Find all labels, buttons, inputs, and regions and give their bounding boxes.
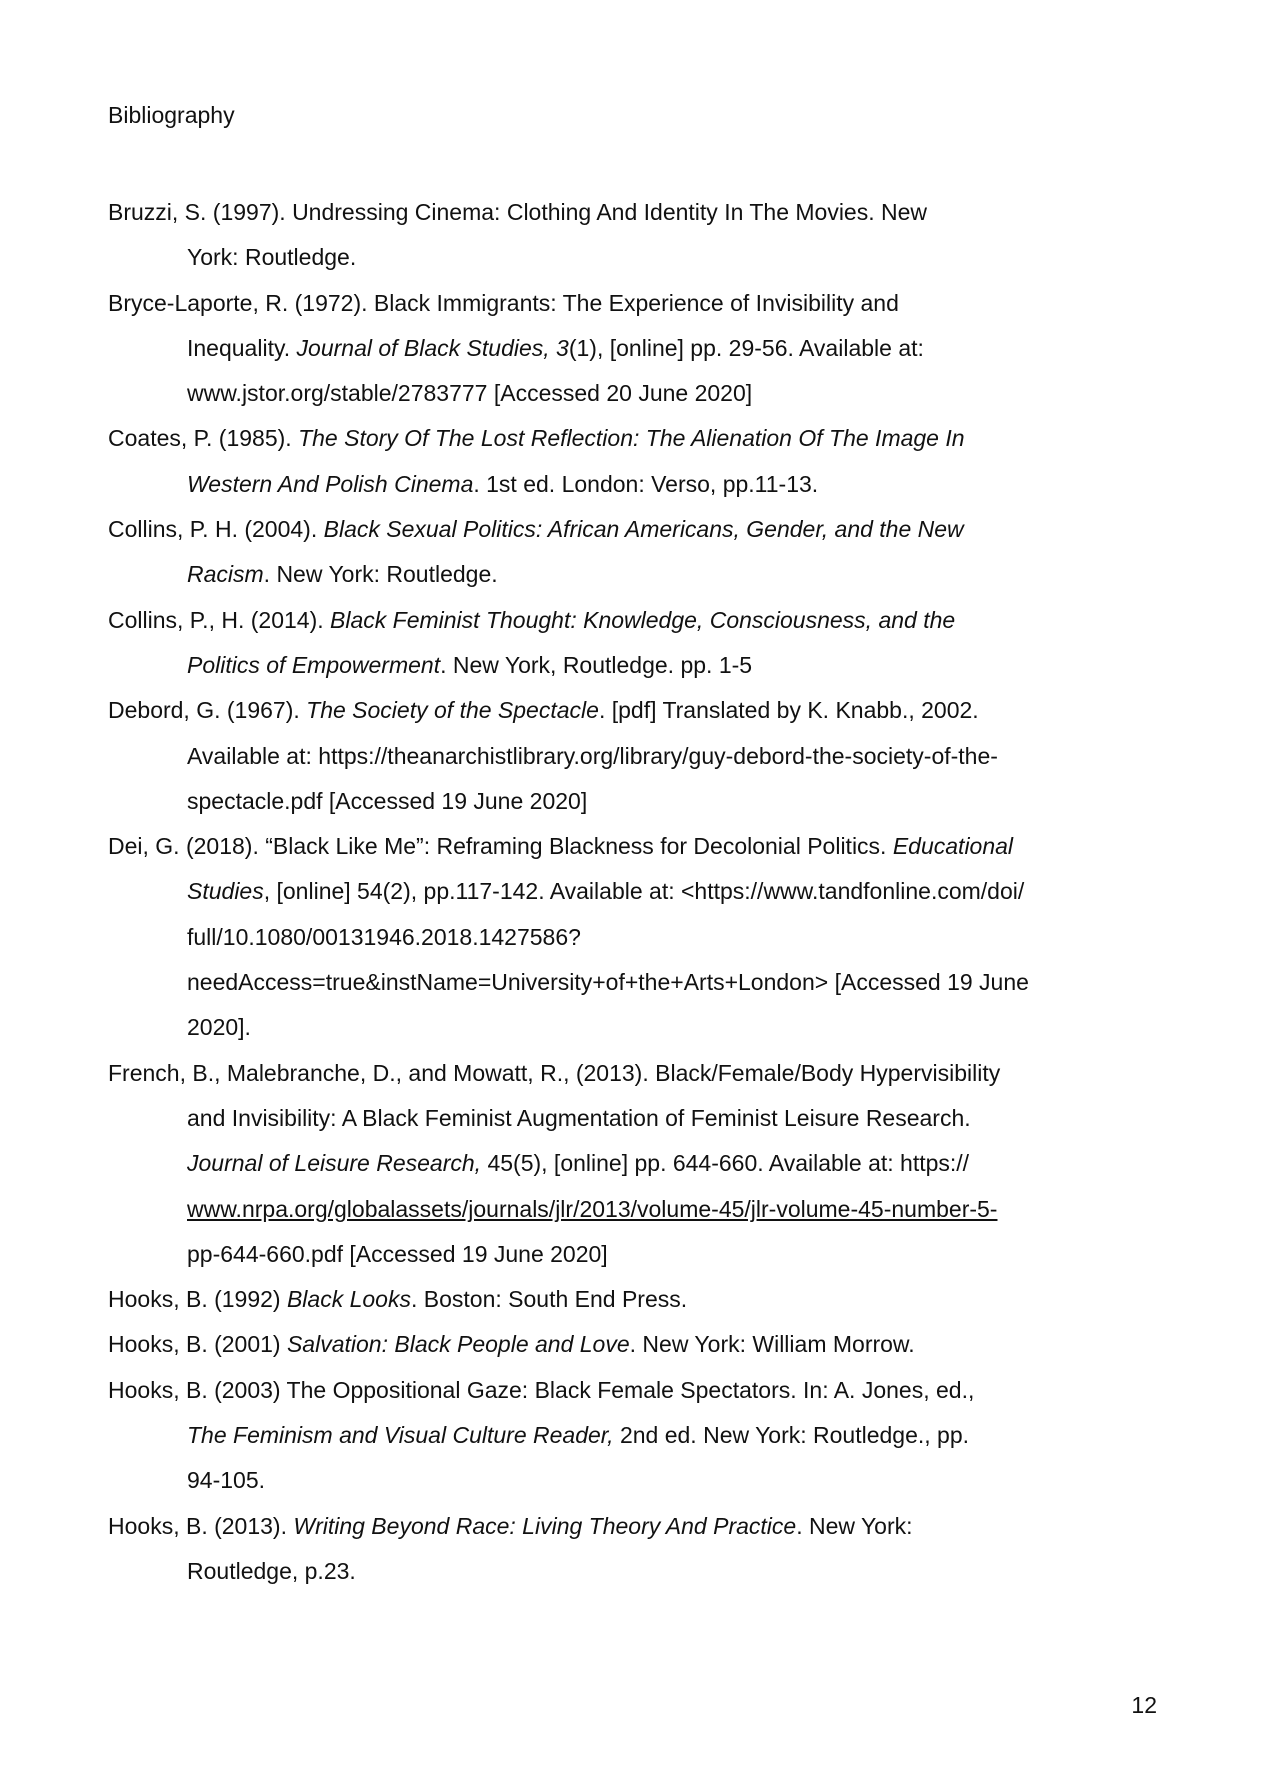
entry-text: Hooks, B. (2003) The Oppositional Gaze: Black Female Spectators. In: A. Jones, ed., (108, 1376, 975, 1403)
entry-line (108, 235, 1188, 280)
bibliography-list (108, 190, 1188, 1594)
entry-text: Bryce-Laporte, R. (1972). Black Immigrants: The Experience of Invisibility and (108, 289, 899, 316)
entry-text: . New York, Routledge. pp. 1-5 (440, 651, 753, 678)
entry-text: Bruzzi, S. (1997). Undressing Cinema: Clothing And Identity In The Movies. New (108, 199, 928, 225)
entry-line (108, 507, 1188, 552)
italic-title-text: The Feminism and Visual Culture Reader, (187, 1422, 614, 1449)
entry-text: needAccess=true&instName=University+of+the+Arts+London> [Accessed 19 June (187, 969, 1029, 996)
entry-line (108, 915, 1188, 960)
entry-text: . New York: (796, 1512, 913, 1539)
entry-line (108, 1413, 1188, 1458)
entry-text: www.jstor.org/stable/2783777 [Accessed 20 June 2020] (187, 380, 753, 407)
entry-line (108, 1005, 1188, 1050)
entry-text: Hooks, B. (2001) (108, 1331, 287, 1358)
entry-text: spectacle.pdf [Accessed 19 June 2020] (187, 787, 588, 814)
italic-title-text: Black Sexual Politics: African Americans, Gender, and the New (323, 516, 964, 543)
entry-line (108, 1322, 1188, 1367)
bibliography-entry-debord-1967 (108, 688, 1188, 824)
entry-text: (1), [online] pp. 29-56. Available at: (568, 334, 924, 361)
entry-line (108, 416, 1188, 461)
entry-line (108, 326, 1188, 371)
entry-text: , [online] 54(2), pp.117-142. Available at: <https://www.tandfonline.com/doi/ (263, 878, 1025, 905)
entry-text: French, B., Malebranche, D., and Mowatt, R., (2013). Black/Female/Body Hypervisibility (108, 1059, 1001, 1086)
entry-line (108, 688, 1188, 733)
entry-line (108, 1051, 1188, 1096)
italic-title-text: Journal of Black Studies, 3 (296, 334, 569, 361)
entry-text: Routledge, p.23. (187, 1557, 356, 1584)
entry-text: Collins, P. H. (2004). (108, 516, 324, 543)
italic-title-text: Politics of Empowerment (187, 651, 441, 678)
page-number: 12 (1131, 1692, 1157, 1718)
entry-line (108, 1141, 1188, 1186)
bibliography-entry-collins-2004 (108, 507, 1188, 598)
entry-text: 45(5), [online] pp. 644-660. Available at: https:// (481, 1150, 970, 1177)
entry-line (108, 869, 1188, 914)
entry-line (108, 1458, 1188, 1503)
entry-line (108, 371, 1188, 416)
entry-text: 2nd ed. New York: Routledge., pp. (613, 1422, 970, 1449)
italic-title-text: Western And Polish Cinema (187, 470, 474, 497)
entry-line (108, 598, 1188, 643)
bibliography-entry-hooks-2003 (108, 1368, 1188, 1504)
italic-title-text: The Story Of The Lost Reflection: The Alienation Of The Image In (298, 425, 965, 452)
bibliography-entry-hooks-2013 (108, 1504, 1188, 1595)
bibliography-entry-hooks-1992 (108, 1277, 1188, 1322)
italic-title-text: Black Looks (286, 1286, 411, 1313)
entry-text: 94-105. (187, 1467, 266, 1494)
entry-text: Hooks, B. (2013). (108, 1512, 294, 1539)
entry-text: . 1st ed. London: Verso, pp.11-13. (473, 470, 819, 497)
italic-title-text: The Society of the Spectacle (306, 697, 599, 724)
bibliography-entry-bruzzi-1997 (108, 190, 1188, 281)
entry-text: York: Routledge. (187, 244, 357, 271)
entry-line (108, 1232, 1188, 1277)
entry-text: Hooks, B. (1992) (108, 1286, 287, 1313)
entry-text: Dei, G. (2018). “Black Like Me”: Reframing Blackness for Decolonial Politics. (108, 833, 893, 860)
entry-text: full/10.1080/00131946.2018.1427586? (187, 923, 581, 950)
entry-text: 2020]. (187, 1014, 251, 1041)
entry-line (108, 1549, 1188, 1594)
bibliography-entry-dei-2018 (108, 824, 1188, 1050)
entry-line (108, 960, 1188, 1005)
entry-line (108, 824, 1188, 869)
bibliography-entry-bryce-laporte-1972 (108, 281, 1188, 417)
italic-title-text: Studies (187, 878, 264, 905)
entry-text: . [pdf] Translated by K. Knabb., 2002. (598, 697, 979, 724)
entry-text: . New York: Routledge. (263, 561, 498, 588)
entry-line (108, 1277, 1188, 1322)
entry-line (108, 643, 1188, 688)
entry-line (108, 190, 1188, 235)
entry-text: . Boston: South End Press. (410, 1286, 688, 1313)
entry-text: pp-644-660.pdf [Accessed 19 June 2020] (187, 1240, 608, 1267)
entry-line (108, 734, 1188, 779)
italic-title-text: Educational (892, 833, 1014, 860)
entry-line (108, 1187, 1188, 1232)
page-title: Bibliography (108, 102, 235, 128)
entry-line (108, 1096, 1188, 1141)
italic-title-text: Racism (187, 561, 264, 588)
entry-text: and Invisibility: A Black Feminist Augmentation of Feminist Leisure Research. (187, 1104, 971, 1131)
entry-line (108, 281, 1188, 326)
reference-link[interactable]: www.nrpa.org/globalassets/journals/jlr/2013/volume-45/jlr-volume-45-number-5- (187, 1195, 998, 1222)
bibliography-entry-hooks-2001 (108, 1322, 1188, 1367)
entry-line (108, 462, 1188, 507)
entry-text: Inequality. (187, 334, 297, 361)
entry-text: Available at: https://theanarchistlibrary.org/library/guy-debord-the-society-of-the- (187, 742, 998, 769)
entry-text: Coates, P. (1985). (108, 425, 299, 452)
entry-line (108, 779, 1188, 824)
entry-text: . New York: William Morrow. (629, 1331, 915, 1358)
italic-title-text: Black Feminist Thought: Knowledge, Consciousness, and the (330, 606, 956, 633)
entry-line (108, 552, 1188, 597)
italic-title-text: Writing Beyond Race: Living Theory And Practice (293, 1512, 797, 1539)
italic-title-text: Journal of Leisure Research, (187, 1150, 482, 1177)
entry-line (108, 1504, 1188, 1549)
entry-text: Collins, P., H. (2014). (108, 606, 331, 633)
entry-line (108, 1368, 1188, 1413)
bibliography-entry-collins-2014 (108, 598, 1188, 689)
entry-text: Debord, G. (1967). (108, 697, 307, 724)
bibliography-entry-coates-1985 (108, 416, 1188, 507)
italic-title-text: Salvation: Black People and Love (286, 1331, 630, 1358)
bibliography-entry-french-2013 (108, 1051, 1188, 1277)
